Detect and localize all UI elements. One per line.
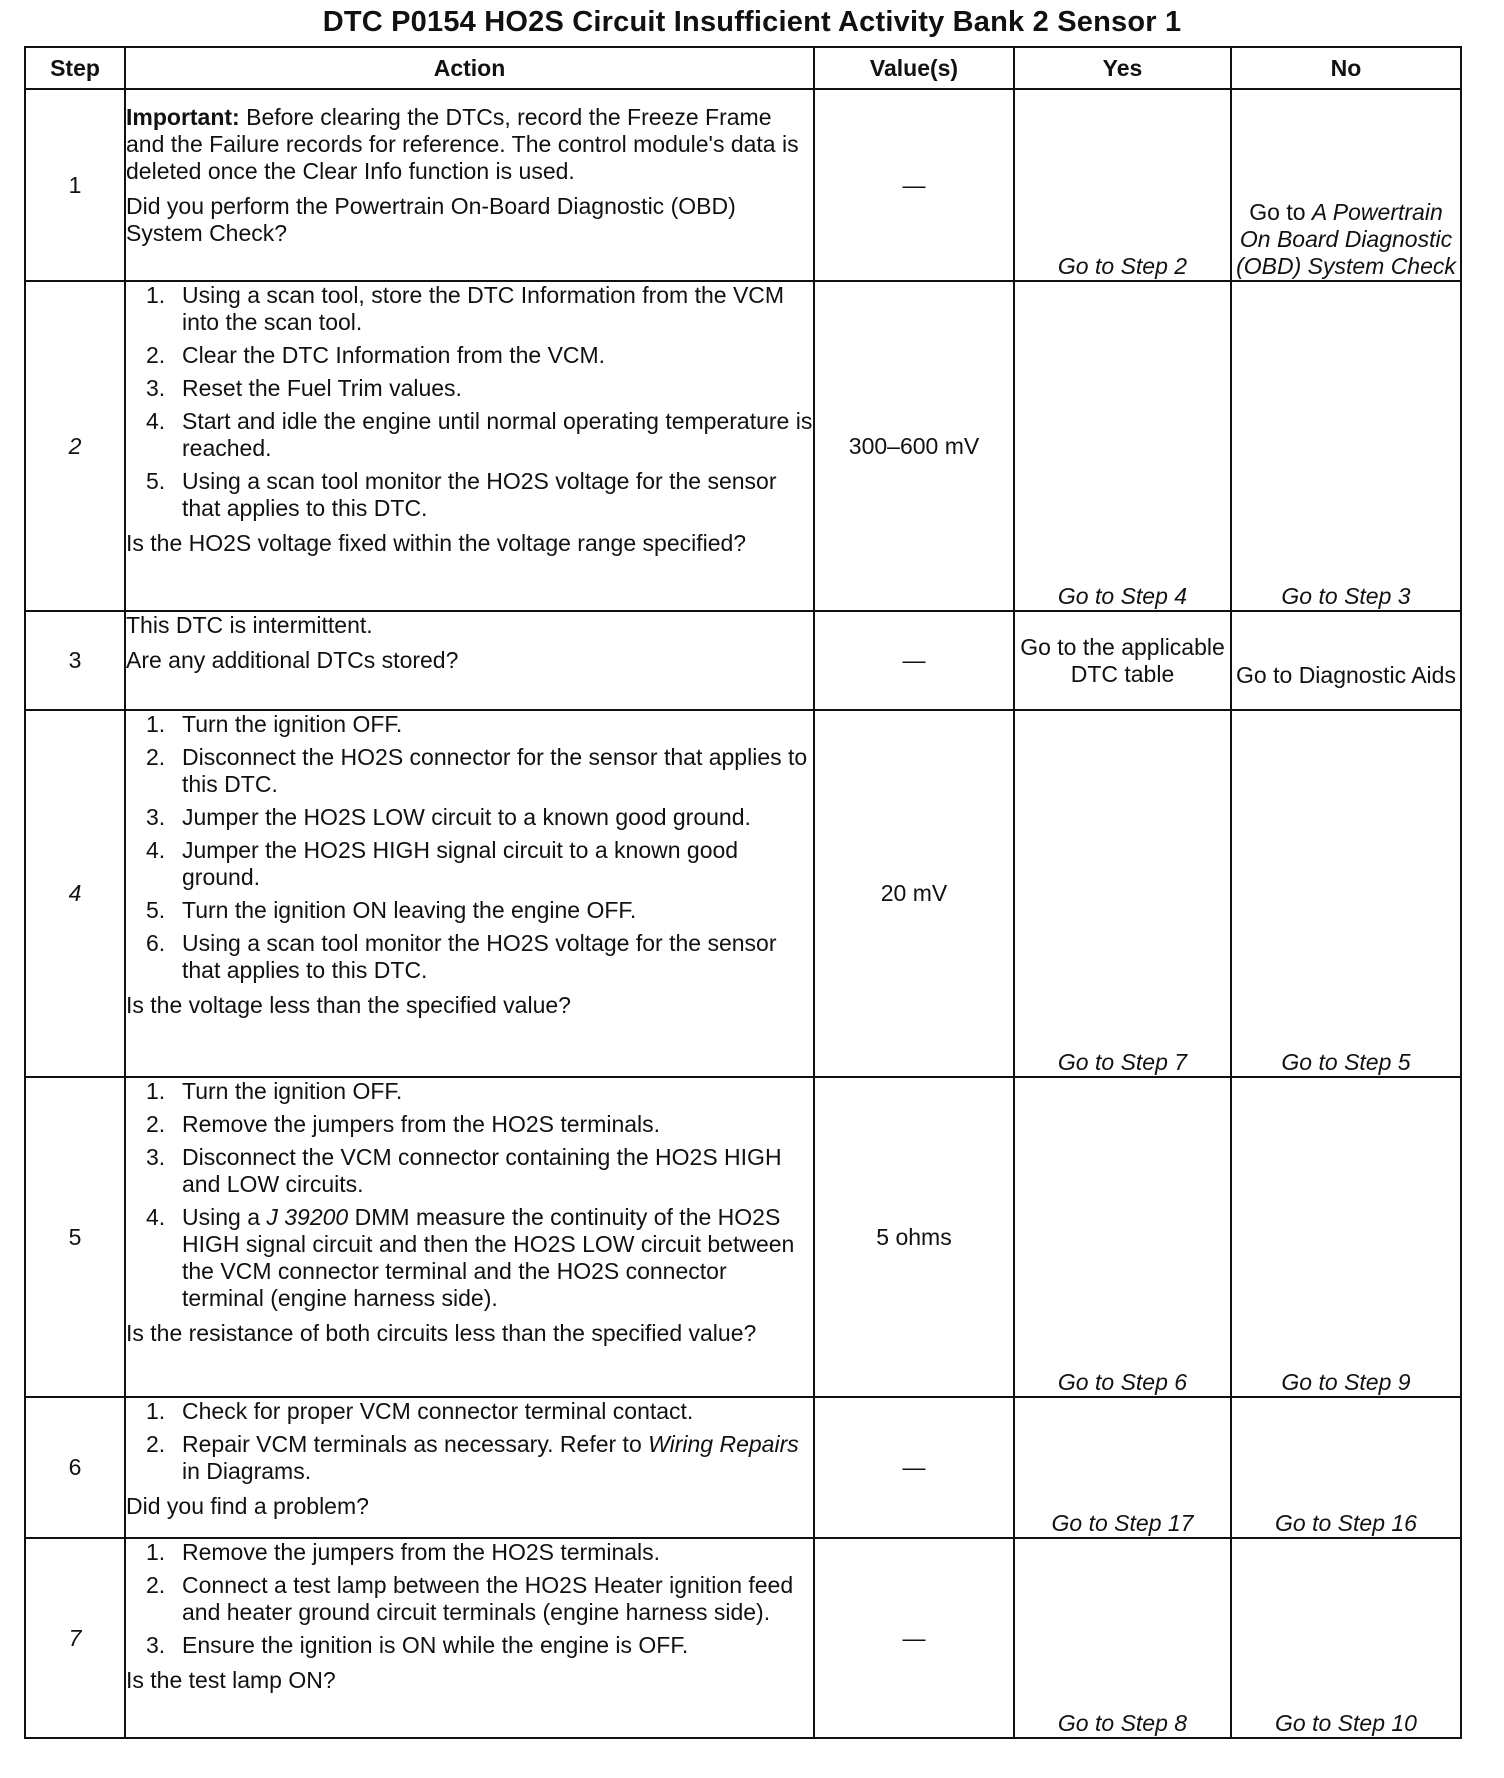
- header-yes: Yes: [1014, 47, 1231, 89]
- header-values: Value(s): [814, 47, 1014, 89]
- page-title: DTC P0154 HO2S Circuit Insufficient Activity Bank 2 Sensor 1: [322, 6, 1182, 38]
- no-cell: [1231, 89, 1461, 281]
- no-cell: Go to Step 10: [1231, 1538, 1461, 1738]
- table-header-row: [25, 47, 1461, 89]
- list-item: 4. Start and idle the engine until normal operating temperature is reached.: [146, 408, 813, 461]
- diagnostic-table: [24, 46, 1462, 1739]
- list-item: 1. Using a scan tool, store the DTC Information from the VCM into the scan tool.: [146, 282, 785, 335]
- action-cell: [125, 1538, 814, 1738]
- no-cell: Go to Step 5: [1231, 710, 1461, 1077]
- table-row: [25, 611, 1461, 710]
- value-cell: —: [814, 89, 1014, 281]
- step-question: Is the resistance of both circuits less than the specified value?: [126, 1320, 757, 1346]
- step-number: 6: [25, 1397, 125, 1538]
- table-row: [25, 1077, 1461, 1397]
- table-row: [25, 1538, 1461, 1738]
- step-question: Did you find a problem?: [126, 1493, 369, 1519]
- step-number: 3: [25, 611, 125, 710]
- no-cell: Go to Diagnostic Aids: [1231, 611, 1461, 710]
- action-list: [126, 1398, 813, 1485]
- value-cell: —: [814, 1538, 1014, 1738]
- step-question: Is the test lamp ON?: [126, 1667, 336, 1693]
- no-prefix: Go to: [1249, 199, 1312, 225]
- important-label: Important:: [126, 104, 240, 130]
- table-row: [25, 710, 1461, 1077]
- yes-cell: Go to Step 8: [1014, 1538, 1231, 1738]
- step-number: 7: [25, 1538, 125, 1738]
- no-cell: Go to Step 3: [1231, 281, 1461, 611]
- yes-cell: Go to Step 6: [1014, 1077, 1231, 1397]
- action-cell: [125, 611, 814, 710]
- value-cell: —: [814, 1397, 1014, 1538]
- step-number: 2: [25, 281, 125, 611]
- list-item: 2. Repair VCM terminals as necessary. Refer to Wiring Repairs in Diagrams.: [146, 1431, 799, 1484]
- header-step: Step: [25, 47, 125, 89]
- action-list: [126, 1078, 813, 1312]
- action-cell: [125, 1397, 814, 1538]
- table-row: [25, 89, 1461, 281]
- tool-number: J 39200: [266, 1204, 349, 1230]
- list-item: 2. Clear the DTC Information from the VCM.: [146, 342, 606, 368]
- important-text: Before clearing the DTCs, record the Freeze Frame and the Failure records for reference. The control module's data is deleted once the Clear Info function is used.: [126, 104, 799, 184]
- action-list: [126, 1539, 813, 1659]
- list-item: 3. Ensure the ignition is ON while the engine is OFF.: [146, 1632, 689, 1658]
- step-statement: This DTC is intermittent.: [126, 612, 373, 638]
- header-no: No: [1231, 47, 1461, 89]
- yes-cell: Go to Step 17: [1014, 1397, 1231, 1538]
- action-cell: [125, 710, 814, 1077]
- step-question: Did you perform the Powertrain On-Board Diagnostic (OBD) System Check?: [126, 193, 736, 246]
- action-list: [126, 282, 813, 522]
- no-cell: Go to Step 16: [1231, 1397, 1461, 1538]
- list-item: 2. Disconnect the HO2S connector for the sensor that applies to this DTC.: [146, 744, 808, 797]
- list-item: 1. Check for proper VCM connector terminal contact.: [146, 1398, 694, 1424]
- value-cell: 300–600 mV: [814, 281, 1014, 611]
- list-item: 2. Connect a test lamp between the HO2S Heater ignition feed and heater ground circuit terminals (engine harness side).: [146, 1572, 794, 1625]
- step-question: Is the voltage less than the specified value?: [126, 992, 571, 1018]
- yes-cell: Go to Step 7: [1014, 710, 1231, 1077]
- value-cell: 20 mV: [814, 710, 1014, 1077]
- list-item: 3. Reset the Fuel Trim values.: [146, 375, 462, 401]
- header-action: Action: [125, 47, 814, 89]
- step-question: Are any additional DTCs stored?: [126, 647, 459, 673]
- yes-cell: Go to the applicable DTC table: [1014, 611, 1231, 710]
- list-item: 4. Jumper the HO2S HIGH signal circuit to a known good ground.: [146, 837, 739, 890]
- list-item: 3. Disconnect the VCM connector containing the HO2S HIGH and LOW circuits.: [146, 1144, 782, 1197]
- action-list: [126, 711, 813, 984]
- list-item: 6. Using a scan tool monitor the HO2S voltage for the sensor that applies to this DTC.: [146, 930, 777, 983]
- reference-link: Wiring Repairs: [648, 1431, 799, 1457]
- yes-cell: Go to Step 2: [1014, 89, 1231, 281]
- list-item: 4. Using a J 39200 DMM measure the continuity of the HO2S HIGH signal circuit and then the HO2S LOW circuit between the VCM connector terminal and the HO2S connector terminal (engine harness side).: [146, 1204, 795, 1311]
- list-item: 1. Turn the ignition OFF.: [146, 711, 403, 737]
- important-note: [126, 104, 813, 185]
- value-cell: 5 ohms: [814, 1077, 1014, 1397]
- yes-cell: Go to Step 4: [1014, 281, 1231, 611]
- list-item: 2. Remove the jumpers from the HO2S terminals.: [146, 1111, 661, 1137]
- table-row: [25, 1397, 1461, 1538]
- step-question: Is the HO2S voltage fixed within the voltage range specified?: [126, 530, 747, 556]
- no-link: A Powertrain On Board Diagnostic (OBD) System Check: [1236, 199, 1456, 279]
- list-item: 1. Turn the ignition OFF.: [146, 1078, 403, 1104]
- list-item: 5. Turn the ignition ON leaving the engine OFF.: [146, 897, 637, 923]
- list-item: 1. Remove the jumpers from the HO2S terminals.: [146, 1539, 661, 1565]
- list-item: 3. Jumper the HO2S LOW circuit to a known good ground.: [146, 804, 751, 830]
- step-number: 1: [25, 89, 125, 281]
- action-cell: [125, 281, 814, 611]
- table-row: [25, 281, 1461, 611]
- no-cell: Go to Step 9: [1231, 1077, 1461, 1397]
- value-cell: —: [814, 611, 1014, 710]
- action-cell: [125, 1077, 814, 1397]
- step-number: 4: [25, 710, 125, 1077]
- list-item: 5. Using a scan tool monitor the HO2S voltage for the sensor that applies to this DTC.: [146, 468, 777, 521]
- step-number: 5: [25, 1077, 125, 1397]
- action-cell: [125, 89, 814, 281]
